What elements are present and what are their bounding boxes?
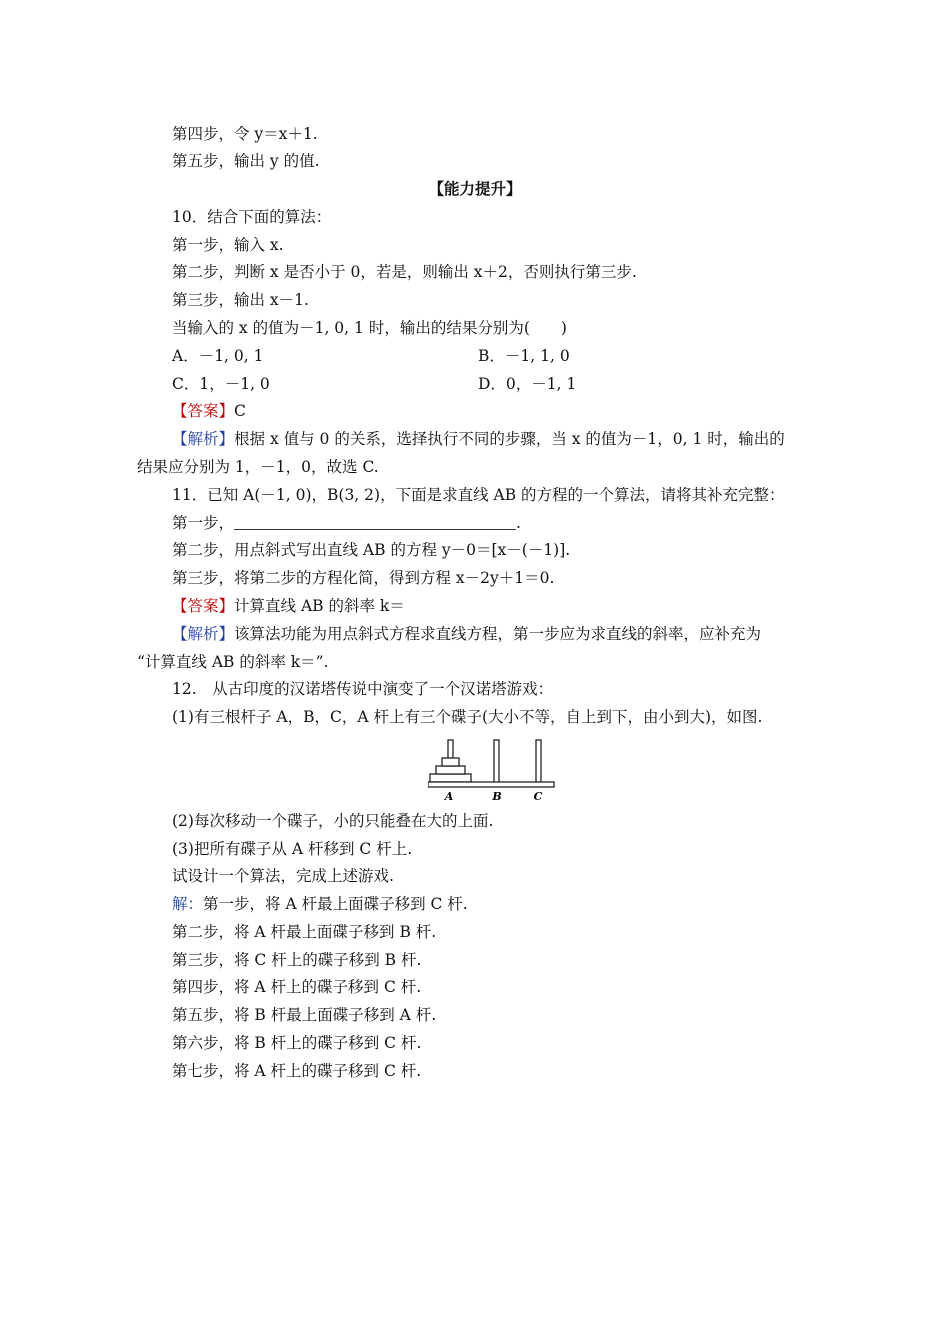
condition-2: (2)每次移动一个碟子，小的只能叠在大的上面. xyxy=(172,812,494,830)
analysis-continuation: “计算直线 AB 的斜率 k＝”. xyxy=(137,653,329,671)
text-line: 第四步，令 y＝x＋1. xyxy=(172,125,318,143)
question-10-stem: 10．结合下面的算法： xyxy=(172,208,332,226)
rod-b xyxy=(494,740,499,786)
option-d: D．0，－1, 1 xyxy=(478,375,577,393)
analysis-tag: 【解析】 xyxy=(172,625,235,643)
task-line: 试设计一个算法，完成上述游戏. xyxy=(172,867,394,885)
fill-blank-line xyxy=(172,513,521,533)
answer-line xyxy=(172,596,405,616)
option-c: C．1，－1, 0 xyxy=(172,375,270,393)
section-heading: 【能力提升】 xyxy=(428,179,522,198)
solution-tag: 解： xyxy=(172,895,204,913)
analysis-tag: 【解析】 xyxy=(172,430,235,448)
answer-line xyxy=(172,401,246,421)
question-11-stem: 11．已知 A(－1, 0)，B(3, 2)，下面是求直线 AB 的方程的一个算法，请将其补充完整： xyxy=(172,486,785,504)
solution-step: 第七步，将 A 杆上的碟子移到 C 杆. xyxy=(172,1062,422,1080)
condition-3: (3)把所有碟子从 A 杆移到 C 杆上. xyxy=(172,840,413,858)
text-line: 第三步，将第二步的方程化简，得到方程 x－2y＋1＝0. xyxy=(172,569,555,587)
disk-large xyxy=(430,774,471,782)
step-suffix: . xyxy=(516,514,521,532)
text-line: 第一步，输入 x. xyxy=(172,236,284,254)
answer-blank xyxy=(234,515,516,530)
answer-tag: 【答案】 xyxy=(172,597,235,615)
text-line: 第三步，输出 x－1. xyxy=(172,291,309,309)
label-b: B xyxy=(492,790,502,802)
analysis-text: 该算法功能为用点斜式方程求直线方程，第一步应为求直线的斜率，应补充为 xyxy=(234,625,762,643)
solution-step: 第五步，将 B 杆最上面碟子移到 A 杆. xyxy=(172,1006,437,1024)
solution-step: 第二步，将 A 杆最上面碟子移到 B 杆. xyxy=(172,923,437,941)
answer-text: 计算直线 AB 的斜率 k＝ xyxy=(234,597,405,615)
analysis-line xyxy=(172,429,785,449)
analysis-continuation: 结果应分别为 1，－1，0，故选 C. xyxy=(137,458,379,476)
answer-text: C xyxy=(234,402,246,420)
label-c: C xyxy=(533,790,543,802)
step-prefix: 第一步， xyxy=(172,514,235,532)
text-line: 第五步，输出 y 的值. xyxy=(172,152,320,170)
solution-line xyxy=(172,894,468,914)
rod-c xyxy=(536,740,541,786)
disk-medium xyxy=(436,766,465,774)
question-12-stem: 12. 从古印度的汉诺塔传说中演变了一个汉诺塔游戏： xyxy=(172,680,554,698)
condition-1: (1)有三根杆子 A，B，C，A 杆上有三个碟子(大小不等，自上到下，由小到大)，如图. xyxy=(172,708,763,726)
option-b: B．－1, 1, 0 xyxy=(478,347,570,365)
disk-small xyxy=(442,758,459,766)
text-line: 第二步，用点斜式写出直线 AB 的方程 y－0＝[x－(－1)]. xyxy=(172,541,571,559)
answer-tag: 【答案】 xyxy=(172,402,235,420)
hanoi-tower-figure xyxy=(428,738,556,802)
solution-step: 第六步，将 B 杆上的碟子移到 C 杆. xyxy=(172,1034,422,1052)
solution-step: 第三步，将 C 杆上的碟子移到 B 杆. xyxy=(172,951,422,969)
analysis-line xyxy=(172,624,761,644)
solution-step: 第四步，将 A 杆上的碟子移到 C 杆. xyxy=(172,978,422,996)
text-line: 当输入的 x 的值为－1, 0, 1 时，输出的结果分别为( ) xyxy=(172,319,567,337)
label-a: A xyxy=(444,790,454,802)
base-plate xyxy=(428,782,554,787)
analysis-text: 根据 x 值与 0 的关系，选择执行不同的步骤，当 x 的值为－1，0, 1 时，输出的 xyxy=(234,430,785,448)
text-line: 第二步，判断 x 是否小于 0，若是，则输出 x＋2，否则执行第三步. xyxy=(172,263,637,281)
solution-step: 第一步，将 A 杆最上面碟子移到 C 杆. xyxy=(203,895,468,913)
option-a: A．－1, 0, 1 xyxy=(172,347,264,365)
